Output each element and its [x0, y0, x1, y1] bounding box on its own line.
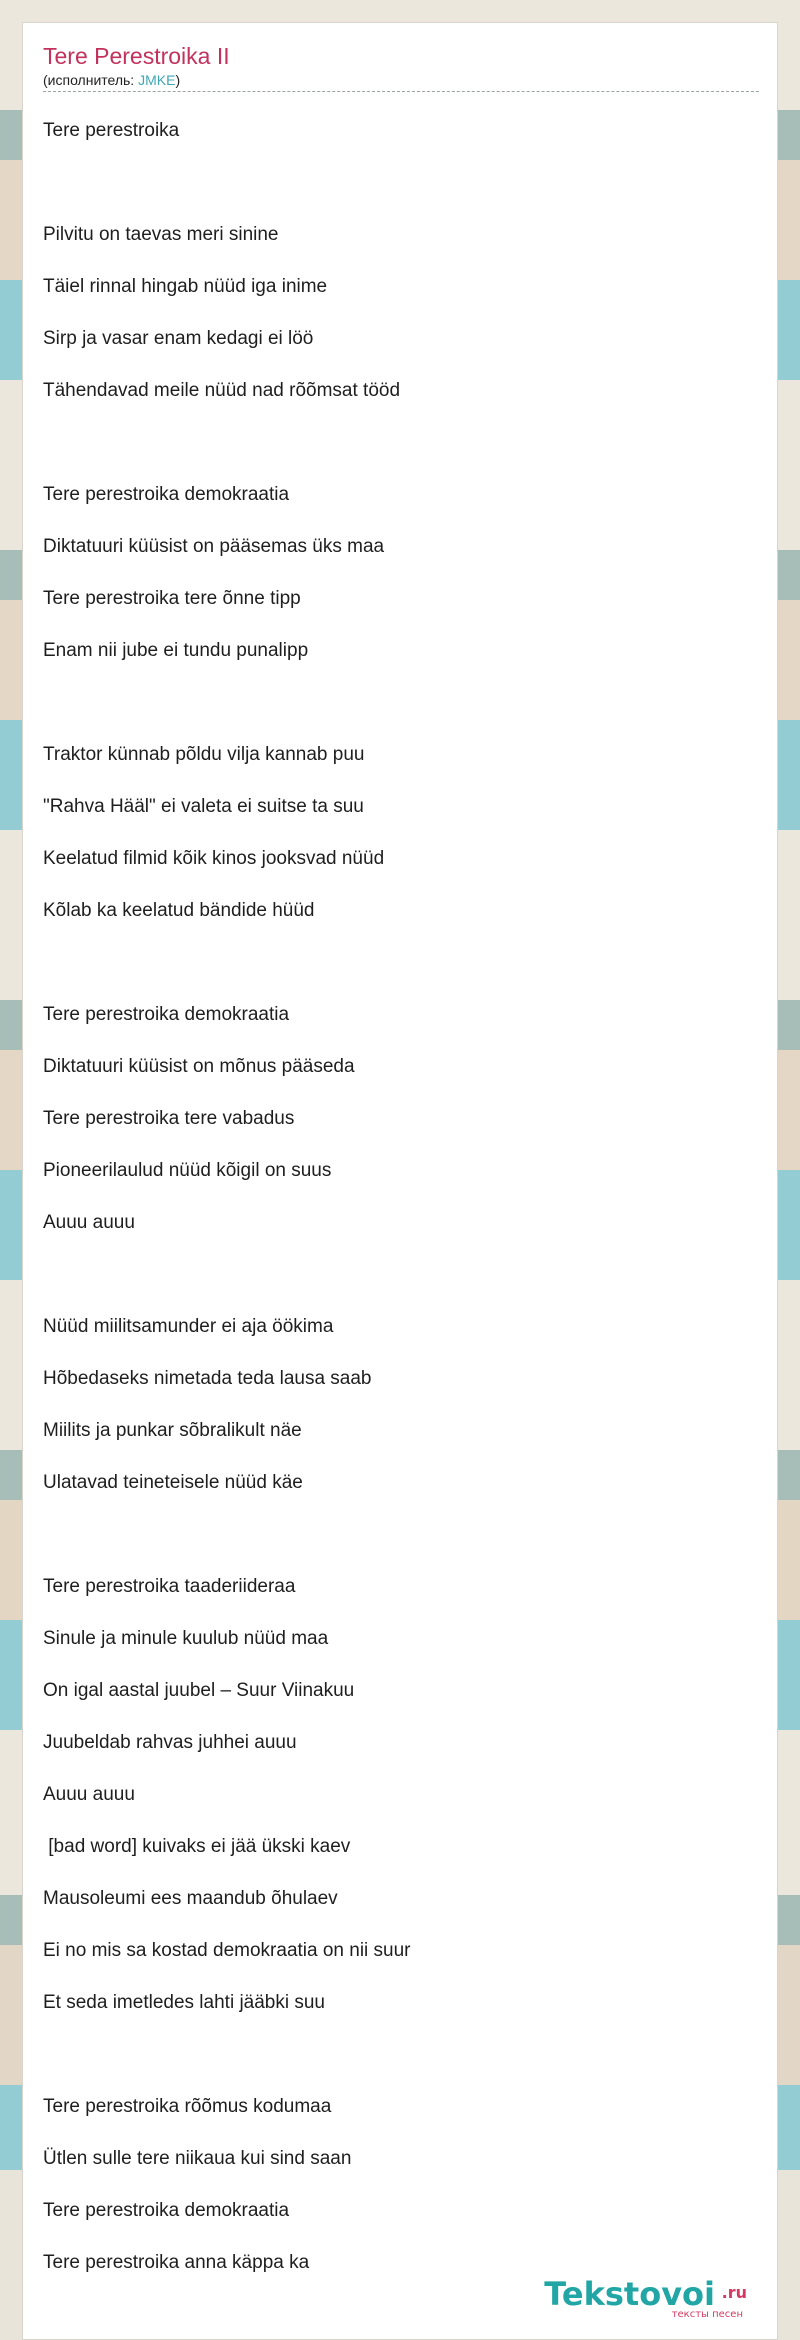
lyric-line: [43, 1249, 759, 1301]
lyric-line: Tere perestroika tere õnne tipp: [43, 588, 301, 609]
lyrics-body: [43, 105, 759, 2289]
lyric-line: [bad word] kuivaks ei jää ükski kaev: [43, 1836, 351, 1857]
logo-tagline: тексты песен: [671, 2309, 743, 2320]
lyric-line: On igal aastal juubel – Suur Viinakuu: [43, 1680, 355, 1701]
lyric-line: [43, 2029, 759, 2081]
lyric-line: Enam nii jube ei tundu punalipp: [43, 640, 309, 661]
lyric-line: Ei no mis sa kostad demokraatia on nii suur: [43, 1940, 411, 1961]
performer-suffix: ): [175, 72, 181, 88]
lyrics-card: [22, 22, 778, 2340]
lyric-line: Traktor künnab põldu vilja kannab puu: [43, 744, 365, 765]
lyric-line: Ütlen sulle tere niikaua kui sind saan: [43, 2148, 352, 2169]
lyric-line: Et seda imetledes lahti jääbki suu: [43, 1992, 325, 2013]
lyric-line: Tere perestroika demokraatia: [43, 1004, 290, 1025]
performer-link[interactable]: JMKE: [138, 72, 176, 88]
lyric-line: "Rahva Hääl" ei valeta ei suitse ta suu: [43, 796, 364, 817]
lyric-line: Tere perestroika anna käppa ka: [43, 2252, 310, 2273]
lyric-line: Tere perestroika tere vabadus: [43, 1108, 295, 1129]
lyric-line: Tere perestroika taaderiideraa: [43, 1576, 296, 1597]
lyric-line: Auuu auuu: [43, 1212, 135, 1233]
song-header: [43, 41, 759, 92]
performer-line: [43, 71, 759, 89]
lyric-line: Ulatavad teineteisele nüüd käe: [43, 1472, 303, 1493]
lyric-line: Juubeldab rahvas juhhei auuu: [43, 1732, 297, 1753]
logo-name: Tekstovoi: [544, 2275, 715, 2313]
lyric-line: Tere perestroika rõõmus kodumaa: [43, 2096, 332, 2117]
lyric-line: Diktatuuri küüsist on mõnus pääseda: [43, 1056, 355, 1077]
lyric-line: Kõlab ka keelatud bändide hüüd: [43, 900, 315, 921]
lyric-line: Sinule ja minule kuulub nüüd maa: [43, 1628, 329, 1649]
lyric-line: Sirp ja vasar enam kedagi ei löö: [43, 328, 314, 349]
lyric-line: Miilits ja punkar sõbralikult näe: [43, 1420, 302, 1441]
lyric-line: Keelatud filmid kõik kinos jooksvad nüüd: [43, 848, 385, 869]
song-title: Tere Perestroika II: [43, 43, 230, 69]
lyric-line: Pioneerilaulud nüüd kõigil on suus: [43, 1160, 332, 1181]
lyric-line: Diktatuuri küüsist on pääsemas üks maa: [43, 536, 385, 557]
lyric-line: Hõbedaseks nimetada teda lausa saab: [43, 1368, 372, 1389]
lyric-line: [43, 937, 759, 989]
lyric-line: Auuu auuu: [43, 1784, 135, 1805]
lyric-line: Täiel rinnal hingab nüüd iga inime: [43, 276, 328, 297]
site-logo[interactable]: [537, 2275, 747, 2321]
lyric-line: [43, 417, 759, 469]
lyric-line: Tere perestroika demokraatia: [43, 2200, 290, 2221]
lyric-line: [43, 157, 759, 209]
lyric-line: [43, 1509, 759, 1561]
lyric-line: [43, 677, 759, 729]
lyric-line: Tähendavad meile nüüd nad rõõmsat tööd: [43, 380, 401, 401]
performer-prefix: (исполнитель:: [43, 72, 139, 88]
lyric-line: Tere perestroika: [43, 120, 180, 141]
lyric-line: Mausoleumi ees maandub õhulaev: [43, 1888, 338, 1909]
lyric-line: Pilvitu on taevas meri sinine: [43, 224, 279, 245]
logo-tld: .ru: [721, 2283, 747, 2302]
lyric-line: Tere perestroika demokraatia: [43, 484, 290, 505]
lyric-line: Nüüd miilitsamunder ei aja öökima: [43, 1316, 334, 1337]
